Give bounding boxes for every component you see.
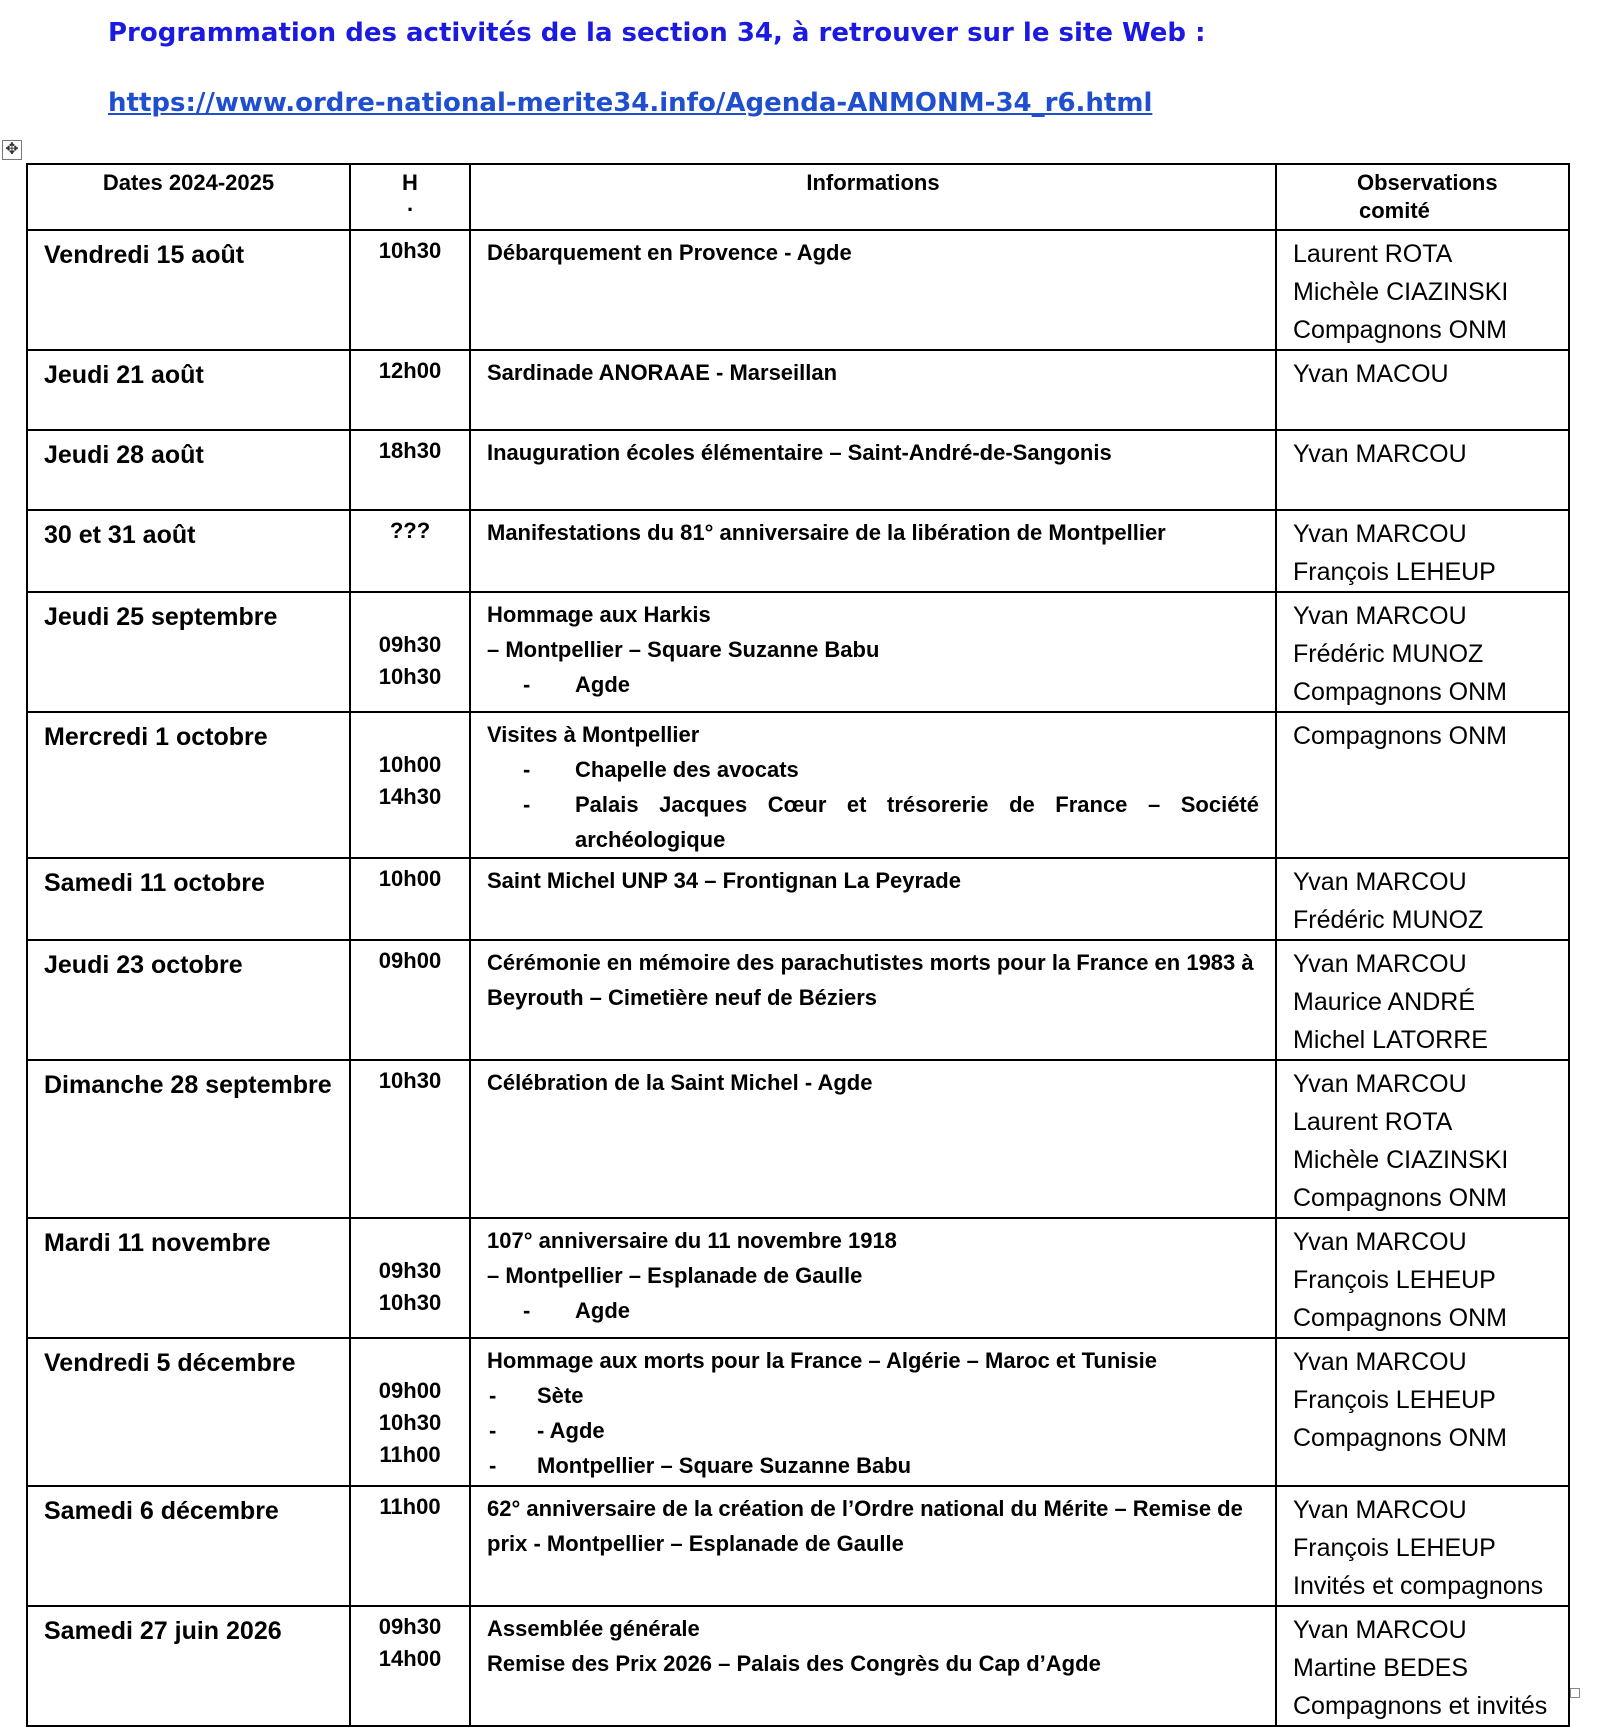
cell-informations	[470, 858, 1276, 940]
info-bullet: - Agde	[487, 667, 1259, 702]
header-dates: Dates 2024-2025	[27, 164, 350, 230]
cell-hour	[350, 858, 470, 940]
info-text: Hommage aux morts pour la France – Algérie – Maroc et Tunisie	[487, 1348, 1157, 1373]
info-bullet: - Sète	[487, 1378, 1259, 1413]
observer-name: Invités et compagnons	[1293, 1572, 1544, 1600]
header-hour	[350, 164, 470, 230]
cell-informations	[470, 1606, 1276, 1726]
cell-hour	[350, 1606, 470, 1726]
agenda-row	[27, 1060, 1569, 1218]
cell-observations	[1276, 858, 1569, 940]
observer-name: Compagnons et invités	[1293, 1692, 1548, 1720]
agenda-row	[27, 712, 1569, 858]
agenda-row	[27, 1486, 1569, 1606]
agenda-row	[27, 940, 1569, 1060]
hour-value: ???	[389, 518, 431, 543]
cell-date: Jeudi 23 octobre	[27, 940, 350, 1060]
cell-observations	[1276, 1486, 1569, 1606]
observer-name: Yvan MARCOU	[1293, 1616, 1467, 1644]
observer-name: Martine BEDES	[1293, 1654, 1469, 1682]
agenda-link[interactable]: https://www.ordre-national-merite34.info/Agenda-ANMONM-34_r6.html	[108, 88, 1153, 118]
info-text: Hommage aux Harkis	[487, 602, 711, 627]
cell-date: Jeudi 21 août	[27, 350, 350, 430]
info-bullet: - Agde	[487, 1293, 1259, 1328]
cell-informations	[470, 1060, 1276, 1218]
cell-observations	[1276, 940, 1569, 1060]
observer-name: Yvan MARCOU	[1293, 520, 1467, 548]
hour-value: 12h00	[378, 358, 442, 383]
observer-name: Yvan MARCOU	[1293, 950, 1467, 978]
info-text: Manifestations du 81° anniversaire de la libération de Montpellier	[487, 520, 1166, 545]
cell-informations	[470, 230, 1276, 350]
info-text: Remise des Prix 2026 – Palais des Congrès du Cap d’Agde	[487, 1651, 1101, 1676]
info-text: Visites à Montpellier	[487, 722, 700, 747]
hour-value	[351, 1343, 469, 1375]
info-text: Cérémonie en mémoire des parachutistes morts pour la France en 1983 à Beyrouth – Cimetière neuf de Béziers	[487, 950, 1254, 1010]
agenda-row	[27, 1606, 1569, 1726]
cell-informations	[470, 510, 1276, 592]
cell-informations	[470, 592, 1276, 712]
hour-value: 11h00	[379, 1494, 441, 1519]
observer-name: François LEHEUP	[1293, 558, 1496, 586]
observer-name: Yvan MARCOU	[1293, 602, 1467, 630]
cell-observations	[1276, 712, 1569, 858]
agenda-row	[27, 592, 1569, 712]
info-text: Assemblée générale	[487, 1616, 700, 1641]
hour-value: 09h30	[378, 1614, 442, 1639]
observer-name: François LEHEUP	[1293, 1386, 1496, 1414]
cell-observations	[1276, 1218, 1569, 1338]
header-hour-dot: .	[406, 191, 414, 216]
info-text: Saint Michel UNP 34 – Frontignan La Peyrade	[487, 868, 961, 893]
hour-value: 10h30	[378, 664, 442, 689]
cell-date: Vendredi 5 décembre	[27, 1338, 350, 1486]
cell-date: Samedi 27 juin 2026	[27, 1606, 350, 1726]
observer-name: Yvan MARCOU	[1293, 868, 1467, 896]
cell-informations	[470, 1218, 1276, 1338]
info-text: Sardinade ANORAAE - Marseillan	[487, 360, 838, 385]
cell-observations	[1276, 510, 1569, 592]
observer-name: Michel LATORRE	[1293, 1026, 1488, 1054]
cell-hour	[350, 1060, 470, 1218]
hour-value: 09h30	[378, 1258, 442, 1283]
page-heading: Programmation des activités de la section 34, à retrouver sur le site Web :	[108, 18, 1206, 48]
header-row	[27, 164, 1569, 230]
hour-value: 10h30	[378, 238, 442, 263]
hour-value: 10h30	[378, 1410, 442, 1435]
cell-observations	[1276, 1060, 1569, 1218]
observer-name: Yvan MARCOU	[1293, 440, 1467, 468]
info-text: Inauguration écoles élémentaire – Saint-André-de-Sangonis	[487, 440, 1112, 465]
hour-value: 10h00	[378, 752, 442, 777]
observer-name: Maurice ANDRÉ	[1293, 988, 1475, 1016]
cell-informations	[470, 712, 1276, 858]
hour-value: 11h00	[379, 1442, 441, 1467]
hour-value: 09h00	[378, 948, 442, 973]
cell-hour	[350, 350, 470, 430]
cell-observations	[1276, 230, 1569, 350]
hour-value: 10h30	[378, 1068, 442, 1093]
cell-date: Jeudi 25 septembre	[27, 592, 350, 712]
hour-value: 14h00	[378, 1646, 442, 1671]
agenda-row	[27, 858, 1569, 940]
observer-name: Frédéric MUNOZ	[1293, 640, 1484, 668]
info-bullet: - Palais Jacques Cœur et trésorerie de France – Société archéologique	[487, 787, 1259, 857]
cell-observations	[1276, 350, 1569, 430]
hour-value: 10h00	[378, 866, 442, 891]
cell-hour	[350, 510, 470, 592]
observer-name: Yvan MACOU	[1293, 360, 1449, 388]
observer-name: François LEHEUP	[1293, 1534, 1496, 1562]
agenda-row	[27, 350, 1569, 430]
observer-name: Laurent ROTA	[1293, 1108, 1453, 1136]
info-bullet: - Montpellier – Square Suzanne Babu	[487, 1448, 1259, 1483]
cell-hour	[350, 430, 470, 510]
agenda-row	[27, 510, 1569, 592]
observer-name: Compagnons ONM	[1293, 316, 1507, 344]
hour-value: 09h30	[378, 632, 442, 657]
header-observations-line1: Observations	[1357, 170, 1498, 195]
cell-observations	[1276, 1606, 1569, 1726]
cell-date: Jeudi 28 août	[27, 430, 350, 510]
hour-value: 10h30	[378, 1290, 442, 1315]
table-move-handle-icon[interactable]: ✥	[2, 140, 22, 160]
info-text: Célébration de la Saint Michel - Agde	[487, 1070, 873, 1095]
hour-value	[351, 1223, 469, 1255]
observer-name: François LEHEUP	[1293, 1266, 1496, 1294]
info-text: Débarquement en Provence - Agde	[487, 240, 852, 265]
info-text: – Montpellier – Square Suzanne Babu	[487, 637, 880, 662]
cell-hour	[350, 940, 470, 1060]
cell-date: 30 et 31 août	[27, 510, 350, 592]
observer-name: Compagnons ONM	[1293, 1304, 1507, 1332]
header-hour-h: H	[402, 170, 418, 195]
cell-informations	[470, 350, 1276, 430]
cell-date: Mardi 11 novembre	[27, 1218, 350, 1338]
cell-hour	[350, 230, 470, 350]
observer-name: Laurent ROTA	[1293, 240, 1453, 268]
cell-hour	[350, 592, 470, 712]
cell-informations	[470, 1338, 1276, 1486]
cell-informations	[470, 940, 1276, 1060]
cell-date: Dimanche 28 septembre	[27, 1060, 350, 1218]
hour-value	[351, 717, 469, 749]
cell-observations	[1276, 430, 1569, 510]
header-observations-line2: comité	[1359, 198, 1430, 223]
cell-date: Samedi 11 octobre	[27, 858, 350, 940]
observer-name: Yvan MARCOU	[1293, 1348, 1467, 1376]
cell-informations	[470, 430, 1276, 510]
cell-date: Vendredi 15 août	[27, 230, 350, 350]
observer-name: Compagnons ONM	[1293, 1424, 1507, 1452]
hour-value: 09h00	[378, 1378, 442, 1403]
info-text: 62° anniversaire de la création de l’Ordre national du Mérite – Remise de prix - Montpellier – Esplanade de Gaulle	[487, 1496, 1243, 1556]
header-observations	[1276, 164, 1569, 230]
cell-hour	[350, 1486, 470, 1606]
hour-value: 18h30	[378, 438, 442, 463]
agenda-row	[27, 430, 1569, 510]
observer-name: Yvan MARCOU	[1293, 1070, 1467, 1098]
hour-value	[351, 597, 469, 629]
cell-observations	[1276, 1338, 1569, 1486]
observer-name: Compagnons ONM	[1293, 722, 1507, 750]
info-bullet: - Chapelle des avocats	[487, 752, 1259, 787]
observer-name: Frédéric MUNOZ	[1293, 906, 1484, 934]
observer-name: Compagnons ONM	[1293, 678, 1507, 706]
observer-name: Michèle CIAZINSKI	[1293, 1146, 1509, 1174]
observer-name: Michèle CIAZINSKI	[1293, 278, 1509, 306]
agenda-row	[27, 1338, 1569, 1486]
agenda-row	[27, 1218, 1569, 1338]
info-bullet: - - Agde	[487, 1413, 1259, 1448]
cell-hour	[350, 1218, 470, 1338]
table-resize-handle[interactable]	[1570, 1688, 1580, 1698]
cell-hour	[350, 712, 470, 858]
cell-date: Samedi 6 décembre	[27, 1486, 350, 1606]
info-text: 107° anniversaire du 11 novembre 1918	[487, 1228, 897, 1253]
cell-hour	[350, 1338, 470, 1486]
observer-name: Yvan MARCOU	[1293, 1496, 1467, 1524]
observer-name: Compagnons ONM	[1293, 1184, 1507, 1212]
info-text: – Montpellier – Esplanade de Gaulle	[487, 1263, 863, 1288]
cell-observations	[1276, 592, 1569, 712]
agenda-row	[27, 230, 1569, 350]
agenda-table	[26, 163, 1570, 1727]
observer-name: Yvan MARCOU	[1293, 1228, 1467, 1256]
cell-date: Mercredi 1 octobre	[27, 712, 350, 858]
cell-informations	[470, 1486, 1276, 1606]
hour-value: 14h30	[378, 784, 442, 809]
header-informations: Informations	[470, 164, 1276, 230]
